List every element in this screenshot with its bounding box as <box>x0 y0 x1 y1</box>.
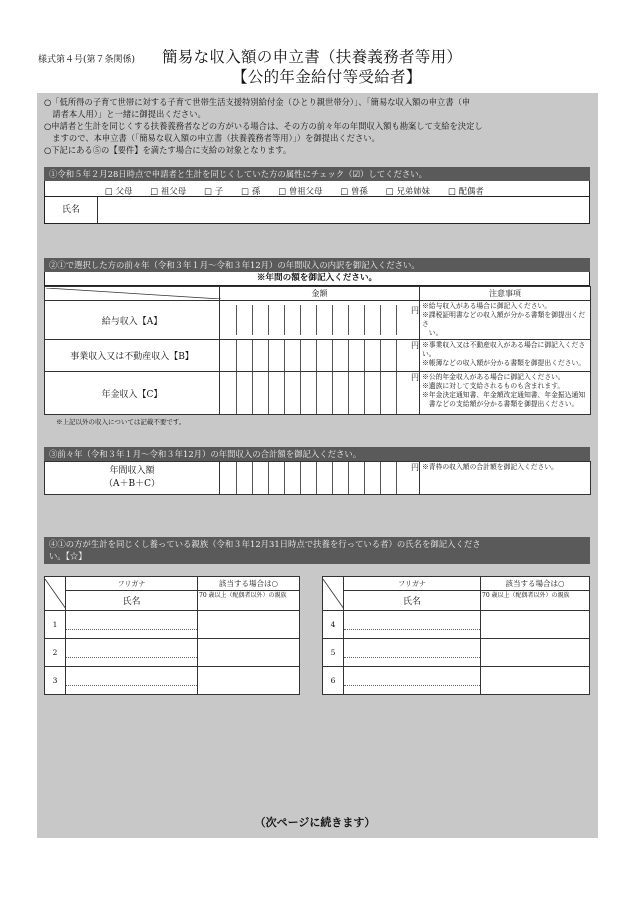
note-text: ※公的年金収入がある場合に御記入ください。 <box>422 373 565 381</box>
checkbox-spouse[interactable]: □ 配偶者 <box>448 186 484 196</box>
section-2-subheading: ※年間の額を御記入ください。 <box>44 272 590 286</box>
row-number: 2 <box>45 639 66 667</box>
name-header: 氏名 <box>344 591 481 611</box>
note-line: ○「低所得の子育て世帯に対する子育て世帯生活支援特別給付金（ひとり親世帯分）」、「簡易な収入額の申立書（申 <box>44 97 471 107</box>
checkbox-grandchild[interactable]: □ 孫 <box>241 186 261 196</box>
section-2-footnote: ※上記以外の収入については記載不要です。 <box>56 418 186 426</box>
relation-checklist <box>44 181 590 197</box>
over70-header: 70 歳以上（配偶者以外）の親族 <box>481 591 590 611</box>
row-number: 4 <box>323 611 344 639</box>
over70-header: 70 歳以上（配偶者以外）の親族 <box>198 591 300 611</box>
name-input[interactable] <box>98 197 589 223</box>
checkbox-grandparent[interactable]: □ 祖父母 <box>150 186 187 196</box>
section-4-heading-line: い。【☆】 <box>49 551 87 561</box>
row-number: 6 <box>323 667 344 695</box>
diagonal-line <box>323 579 344 609</box>
over70-checkbox[interactable] <box>481 667 590 695</box>
dependent-name-input[interactable] <box>344 611 481 639</box>
diagonal-cell <box>45 577 66 611</box>
section-1-heading: ①令和５年２月28日時点で申請者と生計を同じくしていた方の属性にチェック（☑）してください。 <box>44 167 590 181</box>
total-income-label-text: 年間収入額 <box>109 466 155 476</box>
checkbox-child[interactable]: □ 子 <box>204 186 224 196</box>
total-income-input[interactable] <box>220 462 420 495</box>
checkbox-sibling[interactable]: □ 兄弟姉妹 <box>385 186 430 196</box>
notes-header: 注意事項 <box>420 287 591 301</box>
checkbox-great-grandparent[interactable]: □ 曽祖父母 <box>278 186 323 196</box>
checkbox-parent[interactable]: □ 父母 <box>105 186 133 196</box>
yen-unit: 円 <box>411 341 419 350</box>
instructions <box>44 96 590 156</box>
total-income-table <box>44 461 591 495</box>
over70-checkbox[interactable] <box>481 611 590 639</box>
section-2 <box>44 258 590 426</box>
note-line: 請者本人用）」と一緒に御提出ください。 <box>44 109 206 119</box>
note-line: ○下記にある⑤の【要件】を満たす場合に支給の対象となります。 <box>44 145 292 155</box>
total-income-label <box>45 462 220 495</box>
note-text: ※帳簿などの収入額が分かる書類を御提出ください。 <box>422 359 586 367</box>
furigana-header: フリガナ <box>66 577 198 591</box>
income-table <box>44 286 591 415</box>
diagonal-cell <box>45 287 220 301</box>
over70-checkbox[interactable] <box>198 667 300 695</box>
salary-income-label: 給与収入【A】 <box>45 301 220 340</box>
pension-income-label: 年金収入【C】 <box>45 372 220 415</box>
note-text: ※課税証明書などの収入額が分かる書類を御提出くださ <box>422 311 586 328</box>
form-number: 様式第４号(第７条関係) <box>38 55 136 65</box>
salary-income-input[interactable] <box>220 301 420 340</box>
over70-checkbox[interactable] <box>198 611 300 639</box>
applicable-header: 該当する場合は○ <box>198 577 300 591</box>
dependents-table-right <box>322 576 590 695</box>
dependent-name-input[interactable] <box>344 667 481 695</box>
dependent-name-input[interactable] <box>66 639 198 667</box>
salary-income-note <box>420 301 591 340</box>
pension-income-note <box>420 372 591 415</box>
dependent-name-input[interactable] <box>66 667 198 695</box>
applicable-header: 該当する場合は○ <box>481 577 590 591</box>
section-4-heading <box>44 537 590 564</box>
section-3 <box>44 447 590 495</box>
document-subtitle: 【公的年金給付等受給者】 <box>232 68 422 86</box>
row-number: 1 <box>45 611 66 639</box>
note-text: 書などの支給額が分かる書類を御提出ください。 <box>422 400 579 408</box>
section-4-heading-line: ④①の方が生計を同じくし養っている親族（令和３年12月31日時点で扶養を行っている者）の氏名を御記入くださ <box>49 539 481 549</box>
diagonal-line <box>46 288 221 299</box>
note-text: ※事業収入又は不動産収入がある場合に御記入ください。 <box>422 341 586 358</box>
business-income-label: 事業収入又は不動産収入【B】 <box>45 340 220 372</box>
note-text: い。 <box>422 329 443 337</box>
over70-checkbox[interactable] <box>481 639 590 667</box>
dependent-name-input[interactable] <box>344 639 481 667</box>
total-income-formula: （A＋B＋C） <box>104 479 160 489</box>
note-text: ※給与収入がある場合に御記入ください。 <box>422 302 552 310</box>
dependents-table-left <box>44 576 300 695</box>
name-header: 氏名 <box>66 591 198 611</box>
row-number: 3 <box>45 667 66 695</box>
checkbox-great-grandchild[interactable]: □ 曽孫 <box>340 186 368 196</box>
name-row <box>44 197 590 224</box>
diagonal-cell <box>323 577 344 611</box>
dependent-name-input[interactable] <box>66 611 198 639</box>
note-text: ※遺族に対して支給されるものも含まれます。 <box>422 382 565 390</box>
business-income-input[interactable] <box>220 340 420 372</box>
row-number: 5 <box>323 639 344 667</box>
amount-header: 金額 <box>220 287 420 301</box>
section-1 <box>44 167 590 224</box>
yen-unit: 円 <box>411 463 419 472</box>
document-title: 簡易な収入額の申立書（扶養義務者等用） <box>162 48 463 66</box>
yen-unit: 円 <box>411 306 419 315</box>
diagonal-line <box>45 579 66 609</box>
business-income-note <box>420 340 591 372</box>
note-text: ※年金決定通知書、年金額改定通知書、年金振込通知 <box>422 391 586 399</box>
furigana-header: フリガナ <box>344 577 481 591</box>
continued-footer: （次ページに続きます） <box>254 816 376 829</box>
total-income-note: ※青枠の収入額の合計額を御記入ください。 <box>420 462 591 495</box>
over70-checkbox[interactable] <box>198 639 300 667</box>
yen-unit: 円 <box>411 373 419 382</box>
note-line: ますので、本申立書（「簡易な収入額の申立書（扶養義務者等用）」）を御提出ください。 <box>44 133 380 143</box>
pension-income-input[interactable] <box>220 372 420 415</box>
note-line: ○申請者と生計を同じくする扶養義務者などの方がいる場合は、その方の前々年の年間収入額も勘案して支給を決定し <box>44 121 483 131</box>
name-label: 氏名 <box>45 197 98 223</box>
section-3-heading: ③前々年（令和３年１月～令和３年12月）の年間収入の合計額を御記入ください。 <box>44 447 590 461</box>
section-2-heading: ②①で選択した方の前々年（令和３年１月～令和３年12月）の年間収入の内訳を御記入ください。 <box>44 258 590 272</box>
section-4 <box>44 537 590 564</box>
